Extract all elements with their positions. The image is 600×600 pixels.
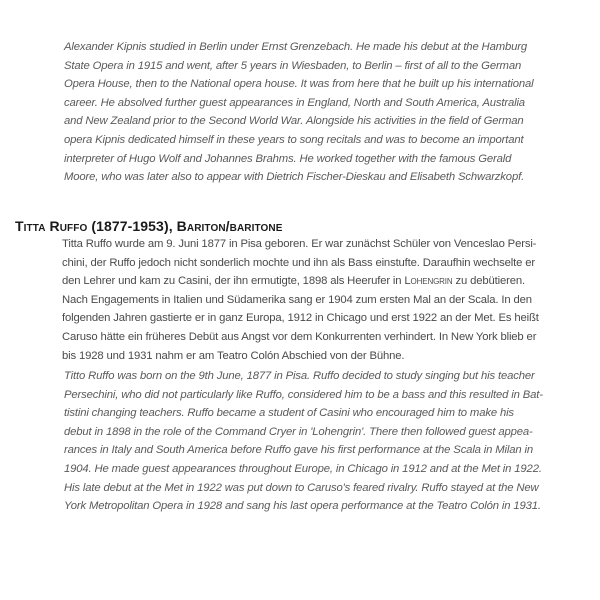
text-line: and New Zealand prior to the Second World War. Alongside his activities in the field of German: [64, 115, 524, 128]
text-line: State Opera in 1915 and went, after 5 years in Wiesbaden, to Berlin – first of all to the German: [64, 59, 522, 72]
ruffo-english-paragraph: [64, 367, 594, 516]
text-line: rances in Italy and South America before Ruffo gave his first performance at the Scala in Milan in: [64, 444, 534, 457]
text-line: Opera House, then to the National opera house. It was from here that he built up his international: [64, 78, 534, 91]
section-heading-ruffo: Titta Ruffo (1877-1953), Bariton/baritone: [15, 218, 283, 234]
text-line: Persechini, who did not particularly like Ruffo, considered him to be a bass and this resulted in Bat-: [64, 388, 543, 401]
text-line: 1904. He made guest appearances throughout Europe, in Chicago in 1912 and at the Met in 1922.: [64, 462, 542, 475]
text-line: debut in 1898 in the role of the Command Cryer in 'Lohengrin'. There then followed guest appea-: [64, 425, 533, 438]
text-line: Caruso hätte ein früheres Debüt aus Angst vor dem Konkurrenten verhindert. In New York blieb er: [62, 330, 537, 343]
text-line: opera Kipnis dedicated himself in these years to song recitals and was to become an important: [64, 133, 524, 146]
text-line: Alexander Kipnis studied in Berlin under Ernst Grenzebach. He made his debut at the Hamburg: [64, 41, 527, 53]
text-line: interpreter of Hugo Wolf and Johannes Brahms. He worked together with the famous Gerald: [64, 152, 512, 165]
text-line: Moore, who was later also to appear with Dietrich Fischer-Dieskau and Elisabeth Schwarzkopf.: [64, 171, 525, 184]
text-line: tistini changing teachers. Ruffo became a student of Casini who encouraged him to make his: [64, 407, 514, 420]
text-line: career. He absolved further guest appearances in England, North and South America, Australia: [64, 96, 525, 109]
text-line: York Metropolitan Opera in 1928 and sang his last opera performance at the Teatro Colón in 1931.: [64, 500, 541, 513]
kipnis-english-paragraph: [64, 38, 594, 187]
text-line: chini, der Ruffo jedoch nicht sonderlich mochte und ihn als Bass einstufte. Daraufhin wechselte er: [62, 256, 536, 269]
text-line: bis 1928 und 1931 nahm er am Teatro Colón Abschied von der Bühne.: [62, 349, 405, 362]
text-line: Titta Ruffo wurde am 9. Juni 1877 in Pisa geboren. Er war zunächst Schüler von Venceslao Persi-: [62, 238, 537, 250]
ruffo-german-paragraph: [62, 235, 592, 365]
opera-title: Lohengrin: [404, 275, 453, 288]
text-line: His late debut at the Met in 1922 was put down to Caruso's feared rivalry. Ruffo stayed at the New: [64, 481, 539, 494]
text-line: folgenden Jahren gastierte er in ganz Europa, 1912 in Chicago und erst 1922 an der Met. Es heißt: [62, 312, 539, 325]
text-line: Nach Engagements in Italien und Südamerika sang er 1904 zum ersten Mal an der Scala. In den: [62, 293, 532, 306]
text-line: Titto Ruffo was born on the 9th June, 1877 in Pisa. Ruffo decided to study singing but his teacher: [64, 370, 535, 382]
text-line: den Lehrer und kam zu Casini, der ihn ermutigte, 1898 als Heerufer in Lohengrin zu debütieren.: [62, 275, 525, 288]
